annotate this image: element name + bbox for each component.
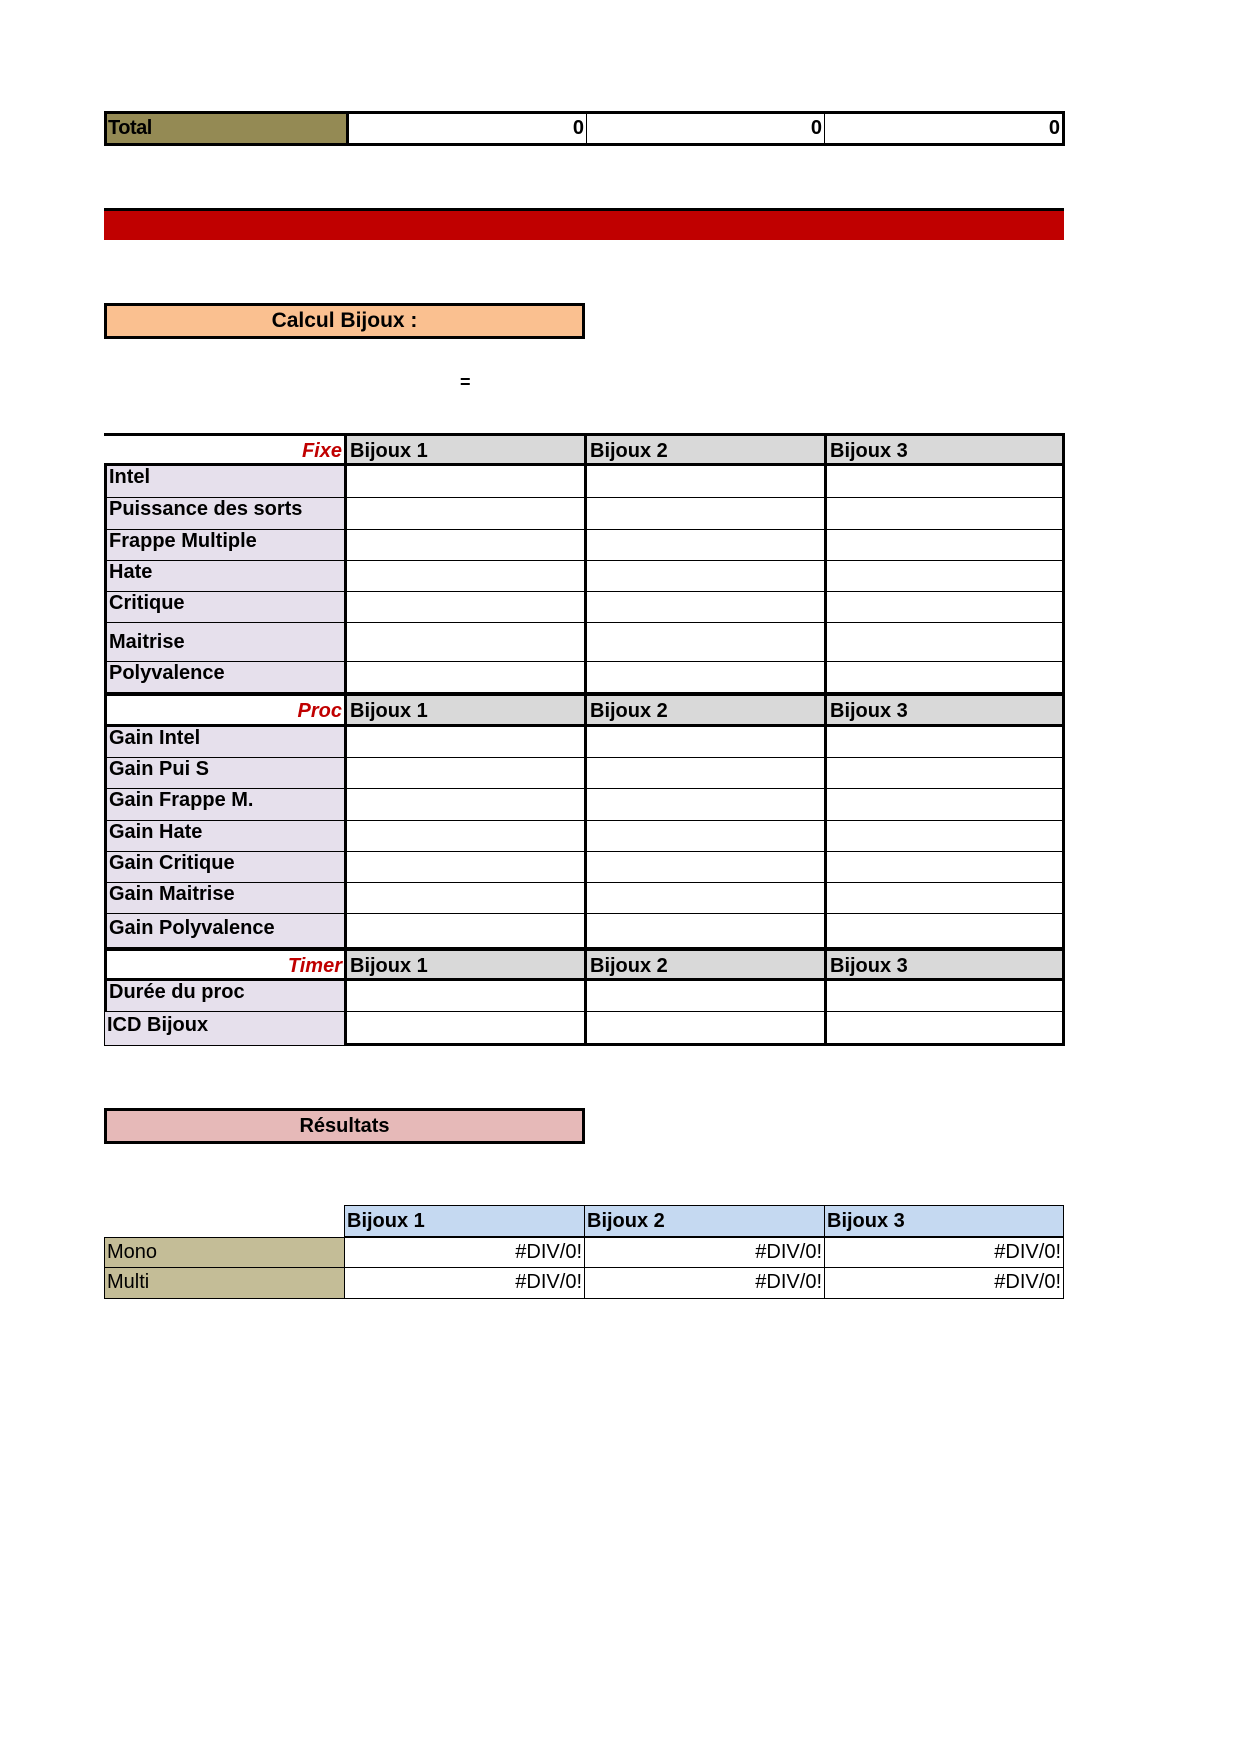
input-cell[interactable]: [344, 561, 584, 592]
table-row: [104, 821, 1065, 852]
input-cell[interactable]: [344, 498, 584, 530]
input-cell[interactable]: [344, 592, 584, 623]
results-col-bijoux-2: Bijoux 2: [584, 1205, 824, 1237]
col-header-bijoux-2: Bijoux 2: [584, 951, 824, 978]
proc-tag: Proc: [104, 696, 344, 724]
input-cell[interactable]: [584, 592, 824, 623]
input-cell[interactable]: [824, 561, 1065, 592]
table-row: [104, 466, 1065, 498]
row-label: Gain Frappe M.: [104, 789, 344, 821]
results-cell[interactable]: #DIV/0!: [344, 1268, 584, 1299]
results-row-label: Multi: [104, 1268, 344, 1299]
table-row: [104, 852, 1065, 883]
input-cell[interactable]: [584, 1012, 824, 1046]
fixe-header-row: [104, 433, 1065, 466]
col-header-bijoux-3: Bijoux 3: [824, 436, 1065, 466]
input-cell[interactable]: [824, 1012, 1065, 1046]
input-cell[interactable]: [824, 466, 1065, 498]
input-cell[interactable]: [344, 789, 584, 821]
results-cell[interactable]: #DIV/0!: [824, 1237, 1064, 1268]
table-row: [104, 498, 1065, 530]
input-cell[interactable]: [824, 662, 1065, 693]
results-cell[interactable]: #DIV/0!: [824, 1268, 1064, 1299]
fixe-tag: Fixe: [301, 440, 342, 462]
table-row: [104, 561, 1065, 592]
table-row: [104, 727, 1065, 758]
table-row: [104, 1012, 1065, 1046]
col-header-bijoux-1: Bijoux 1: [344, 696, 584, 724]
resultats-title: Résultats: [104, 1108, 585, 1144]
input-cell[interactable]: [344, 981, 584, 1012]
total-cell-bijoux-3[interactable]: 0: [825, 114, 1062, 143]
input-cell[interactable]: [824, 981, 1065, 1012]
input-cell[interactable]: [344, 727, 584, 758]
input-cell[interactable]: [584, 530, 824, 561]
input-cell[interactable]: [584, 821, 824, 852]
input-cell[interactable]: [824, 592, 1065, 623]
row-label: Maitrise: [104, 623, 344, 662]
input-cell[interactable]: [824, 758, 1065, 789]
input-cell[interactable]: [824, 623, 1065, 662]
results-row-multi: [104, 1268, 1064, 1299]
col-header-bijoux-1: Bijoux 1: [344, 436, 584, 466]
proc-header-row: [104, 693, 1065, 727]
total-cell-bijoux-2[interactable]: 0: [587, 114, 825, 143]
row-label: Gain Hate: [104, 821, 344, 852]
input-cell[interactable]: [584, 758, 824, 789]
input-cell[interactable]: [344, 623, 584, 662]
input-cell[interactable]: [584, 789, 824, 821]
input-cell[interactable]: [584, 883, 824, 914]
input-cell[interactable]: [344, 821, 584, 852]
total-cell-bijoux-1[interactable]: 0: [349, 114, 587, 143]
timer-header-row: [104, 948, 1065, 981]
input-cell[interactable]: [584, 727, 824, 758]
input-cell[interactable]: [824, 498, 1065, 530]
row-label: Critique: [104, 592, 344, 623]
input-cell[interactable]: [824, 789, 1065, 821]
total-row: [104, 111, 1065, 146]
input-cell[interactable]: [344, 883, 584, 914]
row-label: ICD Bijoux: [104, 1012, 344, 1046]
input-cell[interactable]: [344, 530, 584, 561]
input-cell[interactable]: [344, 1012, 584, 1046]
red-separator-bar: [104, 208, 1064, 240]
input-cell[interactable]: [344, 662, 584, 693]
input-cell[interactable]: [344, 852, 584, 883]
input-cell[interactable]: [344, 914, 584, 948]
timer-tag: Timer: [104, 951, 344, 978]
table-row: [104, 758, 1065, 789]
col-header-bijoux-1: Bijoux 1: [344, 951, 584, 978]
row-label: Puissance des sorts: [104, 498, 344, 530]
input-cell[interactable]: [824, 727, 1065, 758]
results-corner: [104, 1205, 344, 1237]
results-row-mono: [104, 1237, 1064, 1268]
row-label: Gain Intel: [104, 727, 344, 758]
row-label: Hate: [104, 561, 344, 592]
table-row: [104, 789, 1065, 821]
input-cell[interactable]: [584, 981, 824, 1012]
table-row: [104, 883, 1065, 914]
row-label: Gain Polyvalence: [104, 914, 344, 948]
input-cell[interactable]: [584, 852, 824, 883]
col-header-bijoux-2: Bijoux 2: [584, 696, 824, 724]
input-cell[interactable]: [584, 662, 824, 693]
table-row: [104, 592, 1065, 623]
results-cell[interactable]: #DIV/0!: [584, 1268, 824, 1299]
input-cell[interactable]: [584, 623, 824, 662]
results-header-row: [104, 1205, 1064, 1237]
col-header-bijoux-3: Bijoux 3: [824, 951, 1065, 978]
results-col-bijoux-1: Bijoux 1: [344, 1205, 584, 1237]
equals-cell[interactable]: =: [460, 372, 471, 392]
calcul-bijoux-title: Calcul Bijoux :: [104, 303, 585, 339]
results-row-label: Mono: [104, 1237, 344, 1268]
input-cell[interactable]: [824, 852, 1065, 883]
row-label: Polyvalence: [104, 662, 344, 693]
input-cell[interactable]: [824, 914, 1065, 948]
total-label: Total: [107, 114, 349, 143]
results-cell[interactable]: #DIV/0!: [584, 1237, 824, 1268]
row-label: Frappe Multiple: [104, 530, 344, 561]
col-header-bijoux-3: Bijoux 3: [824, 696, 1065, 724]
input-cell[interactable]: [344, 466, 584, 498]
table-row: [104, 662, 1065, 693]
table-row: [104, 914, 1065, 948]
input-cell[interactable]: [824, 821, 1065, 852]
input-cell[interactable]: [344, 758, 584, 789]
row-label: Gain Critique: [104, 852, 344, 883]
table-row: [104, 981, 1065, 1012]
input-cell[interactable]: [584, 498, 824, 530]
row-label: Gain Pui S: [104, 758, 344, 789]
row-label: Gain Maitrise: [104, 883, 344, 914]
input-cell[interactable]: [824, 530, 1065, 561]
input-cell[interactable]: [584, 466, 824, 498]
input-cell[interactable]: [584, 914, 824, 948]
col-header-bijoux-2: Bijoux 2: [584, 436, 824, 466]
input-cell[interactable]: [584, 561, 824, 592]
row-label: Durée du proc: [104, 981, 344, 1012]
table-row: [104, 530, 1065, 561]
input-cell[interactable]: [824, 883, 1065, 914]
results-col-bijoux-3: Bijoux 3: [824, 1205, 1064, 1237]
table-row: [104, 623, 1065, 662]
row-label: Intel: [104, 466, 344, 498]
results-cell[interactable]: #DIV/0!: [344, 1237, 584, 1268]
